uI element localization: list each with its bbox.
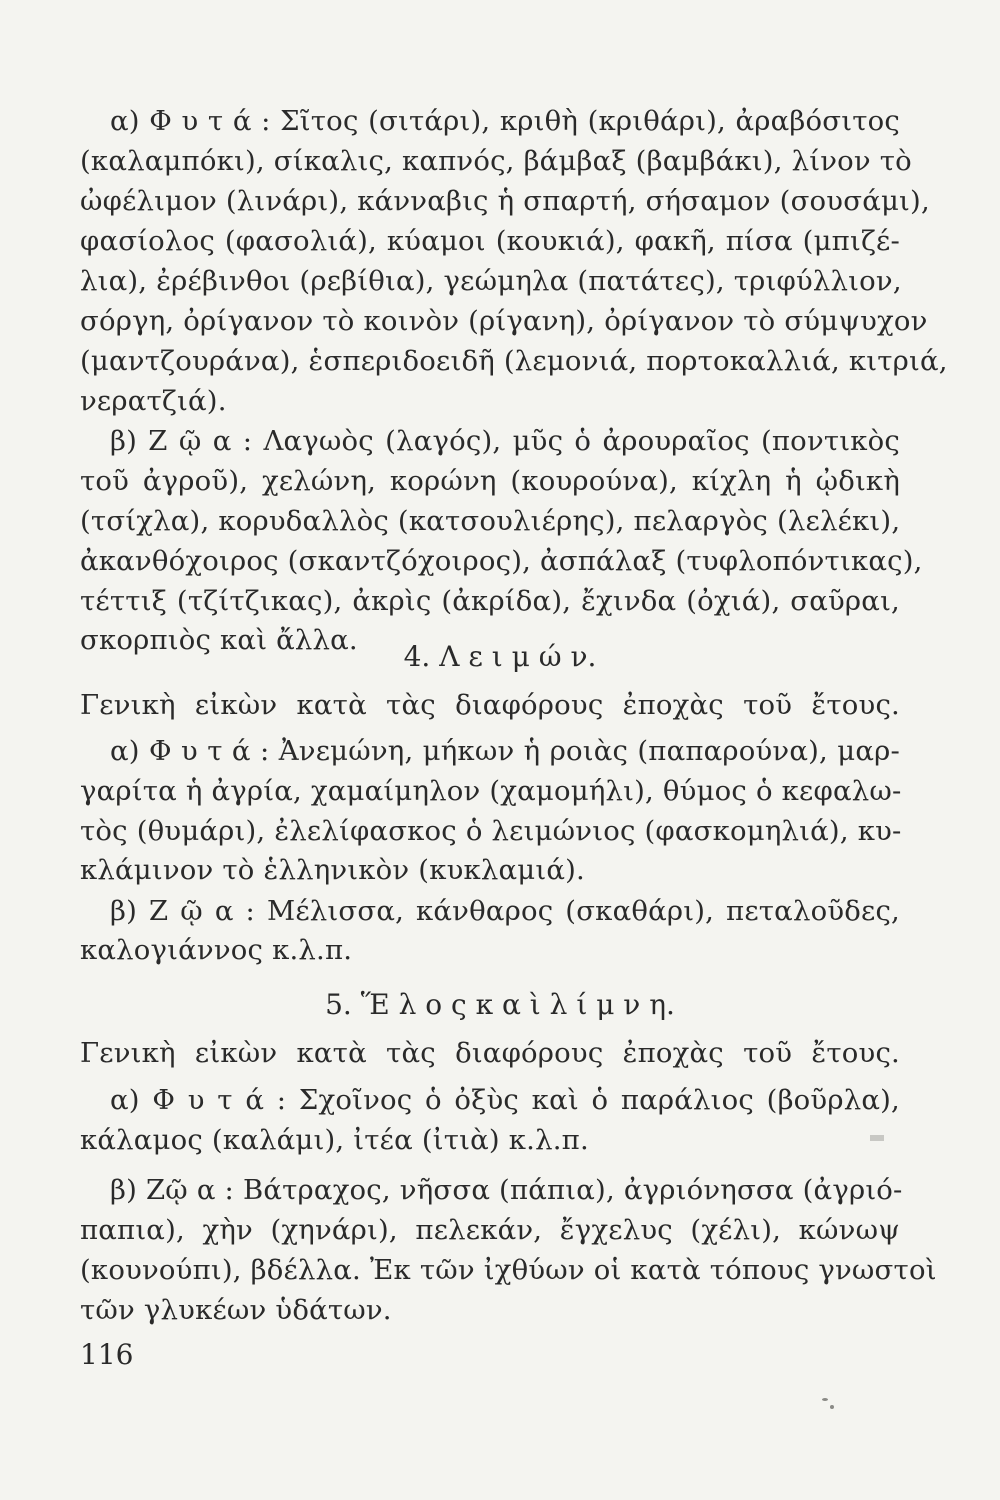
text-line: παπια), χὴν (χηνάρι), πελεκάν, ἔγχελυς (χέλι), κώνωψ: [80, 1214, 900, 1246]
section-heading: 5. Ἕ λ ο ς κ α ὶ λ ί μ ν η.: [325, 988, 675, 1021]
text-line: τοῦ ἀγροῦ), χελώνη, κορώνη (κουρούνα), κίχλη ἡ ᾠδικὴ: [80, 465, 900, 497]
text-line: Γενικὴ εἰκὼν κατὰ τὰς διαφόρους ἐποχὰς τοῦ ἔτους.: [80, 689, 900, 721]
text-line: καλογιάννος κ.λ.π.: [80, 934, 353, 966]
text-line: τὸς (θυμάρι), ἐλελίφασκος ὁ λειμώνιος (φασκομηλιά), κυ-: [80, 815, 902, 847]
text-line: α) Φ υ τ ά : Σῖτος (σιτάρι), κριθὴ (κριθάρι), ἀραβόσιτος: [110, 105, 900, 137]
text-line: σόργη, ὀρίγανον τὸ κοινὸν (ρίγανη), ὀρίγανον τὸ σύμψυχον: [80, 305, 928, 337]
text-line: α) Φ υ τ ά : Ἀνεμώνη, μήκων ἡ ροιὰς (παπαρούνα), μαρ-: [110, 735, 900, 767]
text-line: α) Φ υ τ ά : Σχοῖνος ὁ ὀξὺς καὶ ὁ παράλιος (βοῦρλα),: [110, 1084, 900, 1116]
text-line: λια), ἐρέβινθοι (ρεβίθια), γεώμηλα (πατάτες), τριφύλλιον,: [80, 265, 902, 297]
text-line: (τσίχλα), κορυδαλλὸς (κατσουλιέρης), πελαργὸς (λελέκι),: [80, 505, 901, 537]
text-line: φασίολος (φασολιά), κύαμοι (κουκιά), φακῆ, πίσα (μπιζέ-: [80, 225, 900, 257]
margin-mark: [870, 1135, 884, 1141]
text-line: νερατζιά).: [80, 385, 227, 417]
text-line: β) Ζῷ α : Βάτραχος, νῆσσα (πάπια), ἀγριόνησσα (ἀγριό-: [110, 1174, 903, 1206]
section-heading: 4. Λ ε ι μ ώ ν.: [403, 640, 597, 673]
page-number: 116: [80, 1338, 134, 1371]
text-line: (κουνούπι), βδέλλα. Ἐκ τῶν ἰχθύων οἱ κατὰ τόπους γνωστοὶ: [80, 1254, 937, 1286]
text-line: κάλαμος (καλάμι), ἰτέα (ἰτιὰ) κ.λ.π.: [80, 1124, 589, 1156]
text-line: γαρίτα ἡ ἀγρία, χαμαίμηλον (χαμομήλι), θύμος ὁ κεφαλω-: [80, 775, 902, 807]
text-line: σκορπιὸς καὶ ἄλλα.: [80, 624, 358, 656]
text-line: τῶν γλυκέων ὑδάτων.: [80, 1294, 392, 1326]
text-line: Γενικὴ εἰκὼν κατὰ τὰς διαφόρους ἐποχὰς τοῦ ἔτους.: [80, 1037, 900, 1069]
ink-speck: [822, 1398, 828, 1401]
text-line: ἀκανθόχοιρος (σκαντζόχοιρος), ἀσπάλαξ (τυφλοπόντικας),: [80, 545, 923, 577]
text-line: τέττιξ (τζίτζικας), ἀκρὶς (ἀκρίδα), ἔχινδα (ὀχιά), σαῦραι,: [80, 585, 900, 617]
text-line: κλάμινον τὸ ἑλληνικὸν (κυκλαμιά).: [80, 854, 585, 886]
text-line: (μαντζουράνα), ἑσπεριδοειδῆ (λεμονιά, πορτοκαλλιά, κιτριά,: [80, 345, 948, 377]
text-line: β) Ζ ῷ α : Μέλισσα, κάνθαρος (σκαθάρι), πεταλοῦδες,: [110, 895, 900, 927]
text-line: β) Ζ ῷ α : Λαγωὸς (λαγός), μῦς ὁ ἀρουραῖος (ποντικὸς: [110, 425, 900, 457]
ink-speck: [830, 1405, 834, 1409]
text-line: ὠφέλιμον (λινάρι), κάνναβις ἡ σπαρτή, σήσαμον (σουσάμι),: [80, 185, 930, 217]
text-line: (καλαμπόκι), σίκαλις, καπνός, βάμβαξ (βαμβάκι), λίνον τὸ: [80, 145, 912, 177]
